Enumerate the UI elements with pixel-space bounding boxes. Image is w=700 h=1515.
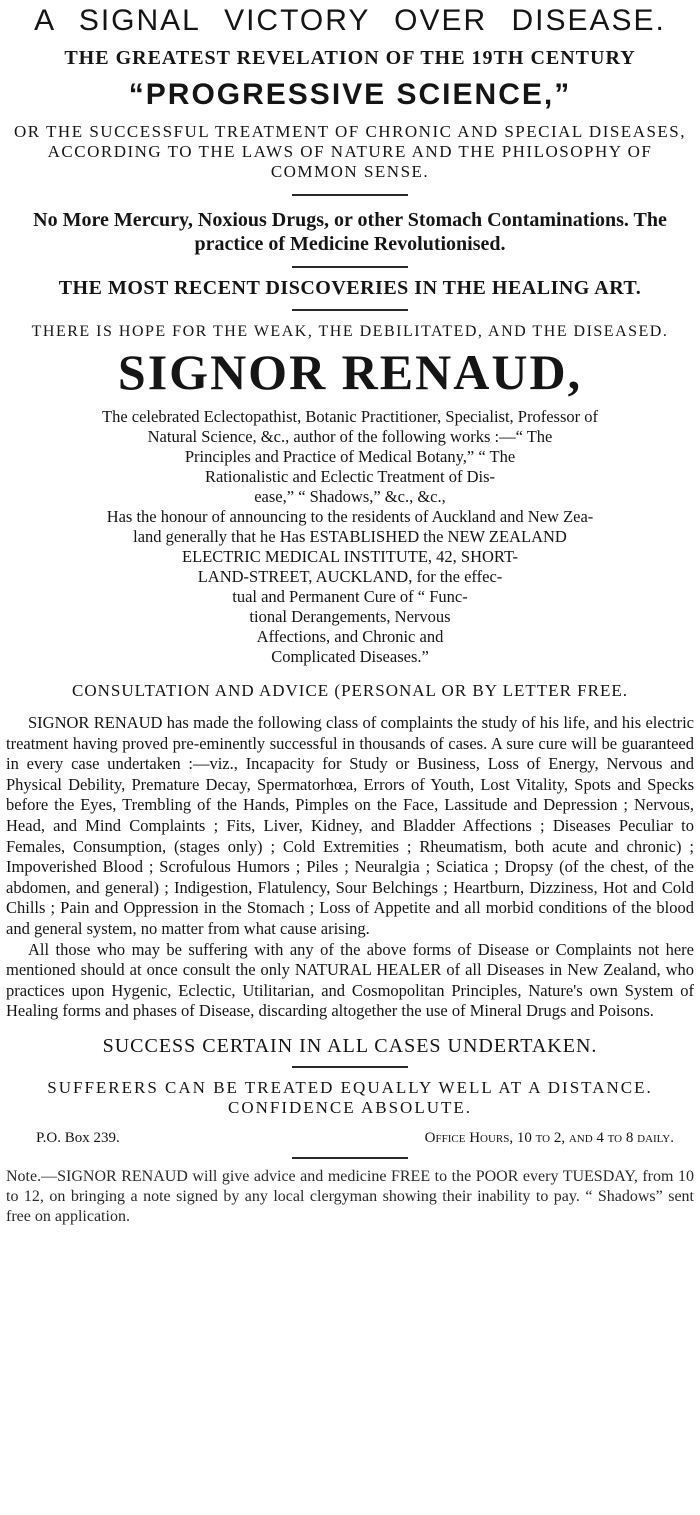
headline-progressive-science: “PROGRESSIVE SCIENCE,”	[128, 78, 572, 111]
divider-rule	[292, 309, 408, 311]
intro-line: LAND-STREET, AUCKLAND, for the effec-	[197, 567, 503, 586]
intro-line: Natural Science, &c., author of the following works :—“ The	[147, 427, 553, 446]
headline-hope-for-weak: THERE IS HOPE FOR THE WEAK, THE DEBILITATED, AND THE DISEASED.	[31, 323, 669, 340]
divider-rule	[292, 194, 408, 196]
intro-line: Complicated Diseases.”	[271, 647, 429, 666]
intro-line: Principles and Practice of Medical Botany,” “ The	[184, 447, 516, 466]
note-free-advice: Note.—SIGNOR RENAUD will give advice and medicine FREE to the POOR every TUESDAY, from 10 to 12, on bringing a note signed by any local clergyman showing their inability to pay. “ Shadows” sent free on application.	[6, 1167, 694, 1225]
headline-no-more-mercury: No More Mercury, Noxious Drugs, or other Stomach Contaminations. The practice of Medicine Revolutionised.	[33, 209, 667, 255]
intro-line: Has the honour of announcing to the residents of Auckland and New Zea-	[106, 507, 594, 526]
divider-rule	[292, 266, 408, 268]
po-box: P.O. Box 239.	[36, 1129, 120, 1146]
intro-line: Rationalistic and Eclectic Treatment of Dis-	[204, 467, 496, 486]
intro-line: The celebrated Eclectopathist, Botanic Practitioner, Specialist, Professor of	[101, 407, 598, 426]
headline-consultation: CONSULTATION AND ADVICE (PERSONAL OR BY LETTER FREE.	[72, 681, 628, 700]
headline-treated-at-distance: SUFFERERS CAN BE TREATED EQUALLY WELL AT A DISTANCE. CONFIDENCE ABSOLUTE.	[47, 1077, 653, 1117]
headline-greatest-revelation: THE GREATEST REVELATION OF THE 19TH CENTURY	[64, 47, 636, 69]
intro-line: tional Derangements, Nervous	[249, 607, 451, 626]
divider-rule	[292, 1157, 408, 1159]
intro-line: tual and Permanent Cure of “ Func-	[232, 587, 468, 606]
intro-line: ELECTRIC MEDICAL INSTITUTE, 42, SHORT-	[181, 547, 519, 566]
body-paragraph-natural-healer: All those who may be suffering with any of the above forms of Disease or Complaints not here mentioned should at once consult the only NATURAL HEALER of all Diseases in New Zealand, who practices upon Hygenic, Eclectic, Utilitarian, and Cosmopolitan Principles, Nature's own System of Healing forms and phases of Disease, discarding altogether the use of Mineral Drugs and Poisons.	[6, 939, 694, 1021]
subtitle-successful-treatment: OR THE SUCCESSFUL TREATMENT OF CHRONIC AND SPECIAL DISEASES, ACCORDING TO THE LAWS OF NATURE AND THE PHILOSOPHY OF COMMON SENSE.	[13, 122, 687, 181]
office-hours: Office Hours, 10 to 2, and 4 to 8 daily.	[424, 1129, 674, 1146]
body-paragraph-complaints: SIGNOR RENAUD has made the following class of complaints the study of his life, and his electric treatment having proved pre-eminently successful in thousands of cases. A sure cure will be guaranteed in every case undertaken :—viz., Incapacity for Study or Business, Loss of Energy, Nervous and Physical Debility, Premature Decay, Spermatorhœa, Errors of Youth, Lost Vitality, Spots and Specks before the Eyes, Trembling of the Hands, Pimples on the Face, Lassitude and Depression ; Nervous, Head, and Mind Complaints ; Fits, Liver, Kidney, and Bladder Affections ; Diseases Peculiar to Females, Consumption, (stages only) ; Cold Extremities ; Rheumatism, both acute and chronic) ; Impoverished Blood ; Scrofulous Humors ; Piles ; Neuralgia ; Sciatica ; Dropsy (of the chest, of the abdomen, and general) ; Indigestion, Flatulency, Sour Belchings ; Heartburn, Dizziness, Hot and Cold Chills ; Pain and Oppression in the Stomach ; Loss of Appetite and all morbid conditions of the blood and general system, no matter from what cause arising.	[6, 713, 694, 938]
intro-line: Affections, and Chronic and	[256, 627, 444, 646]
intro-paragraph	[6, 407, 694, 667]
advertisement	[0, 6, 700, 1515]
headline-recent-discoveries: THE MOST RECENT DISCOVERIES IN THE HEALING ART.	[58, 277, 642, 299]
contact-row	[6, 1130, 694, 1147]
headline-signor-renaud: SIGNOR RENAUD,	[117, 344, 583, 400]
divider-rule	[292, 1066, 408, 1068]
intro-line: ease,” “ Shadows,” &c., &c.,	[254, 487, 446, 506]
headline-success-certain: SUCCESS CERTAIN IN ALL CASES UNDERTAKEN.	[102, 1034, 598, 1057]
headline-signal-victory: A SIGNAL VICTORY OVER DISEASE.	[34, 4, 666, 37]
intro-line: land generally that he Has ESTABLISHED the NEW ZEALAND	[133, 527, 567, 546]
